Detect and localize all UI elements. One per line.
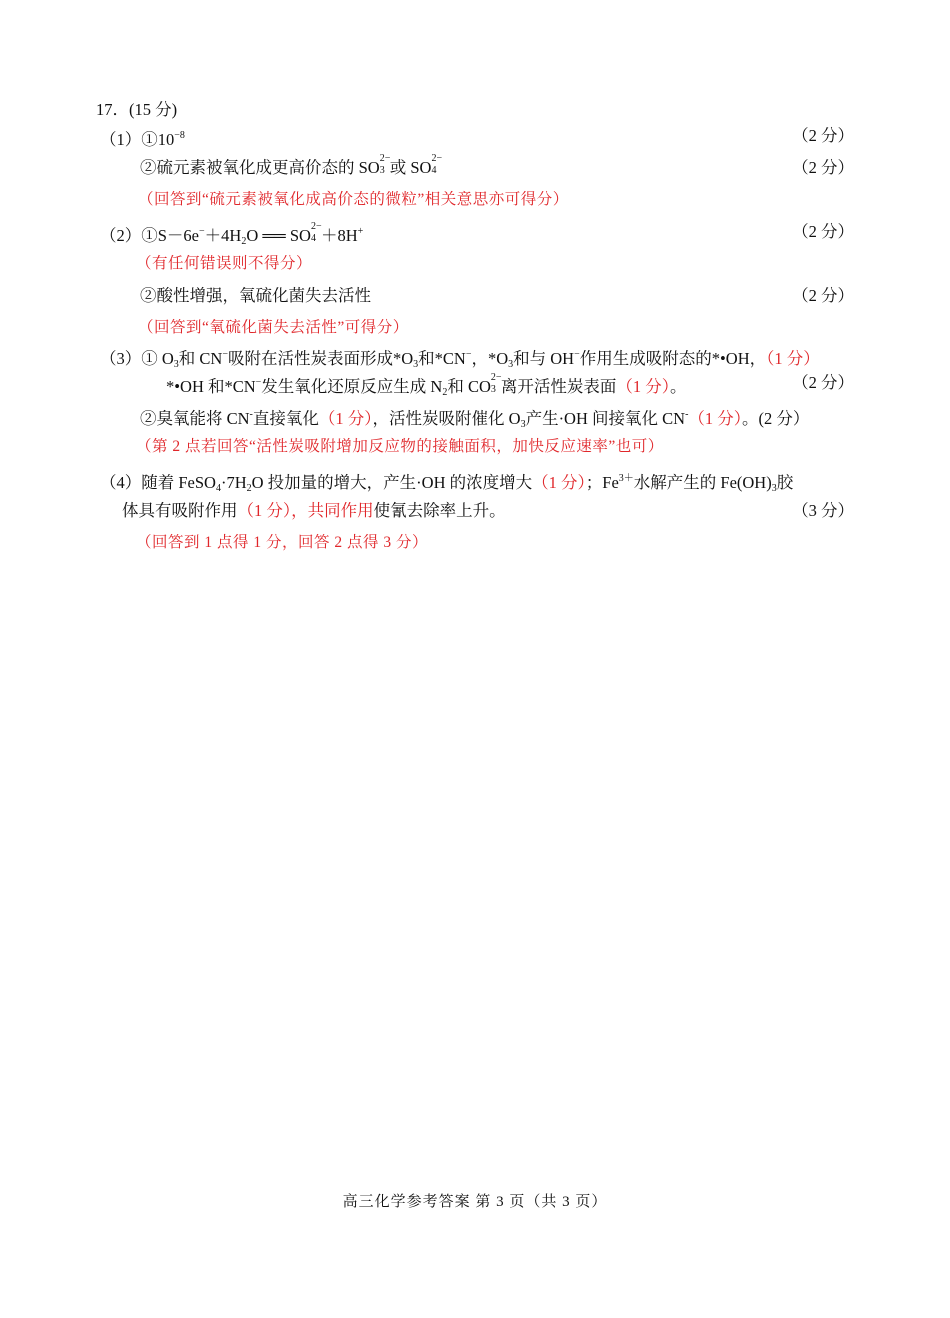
part4-line1: （4）随着 $FeSO_4\cdot 7H_2O$ 投加量的增大，产生·OH 的浓度增大（1 分）；$Fe^{3+}$水解产生的 $Fe(OH)_3$胶 (100, 473, 794, 494)
part1-line2: ②硫元素被氧化成更高价态的 SO 2− 3 或 SO 2− 4 (140, 153, 443, 177)
part4-line2: 体具有吸附作用（1 分），共同作用使氰去除率上升。 (122, 501, 506, 520)
part2-score2: （2 分） (792, 286, 854, 305)
part2-line1: $(2)①S-6e^-+4H_2O$ ══ SO 2− 4 ＋8H+ (100, 221, 364, 247)
part1-score2: （2 分） (792, 158, 854, 177)
part2-note1: （有任何错误则不得分） (136, 255, 313, 272)
part3-line2: *•OH 和*CN−发生氧化还原反应生成 $N_2$和 CO 2− 3 离开活性炭表面（1 分）。 (166, 372, 687, 398)
part4-score: （3 分） (792, 501, 854, 520)
part3-score1: （2 分） (792, 373, 854, 392)
part1-line1: $(1)①10^{-8}$ (100, 130, 185, 149)
part1-note: （回答到“硫元素被氧化成高价态的微粒”相关意思亦可得分） (138, 191, 569, 208)
part2-line2: ②酸性增强，氧硫化菌失去活性 (140, 286, 371, 305)
question-title: 17．(15 分) (96, 100, 178, 119)
part3-line1: （3）① $O_3$和 CN−吸附在活性炭表面形成$*O_3$和*CN−，$*O_3$和与 OH−作用生成吸附态的*•OH，（1 分） (100, 349, 820, 370)
part1-score1: （2 分） (792, 126, 854, 145)
part4-note: （回答到 1 点得 1 分，回答 2 点得 3 分） (136, 534, 429, 551)
part3-line3: ②臭氧能将 CN-直接氧化（1 分），活性炭吸附催化 $O_3$产生·OH 间接氧化 CN-（1 分）。(2 分） (140, 409, 810, 430)
part2-score1: （2 分） (792, 222, 854, 241)
page-footer: 高三化学参考答案 第 3 页（共 3 页） (342, 1194, 608, 1210)
part2-note2: （回答到“氧硫化菌失去活性”可得分） (138, 319, 409, 336)
part3-note: （第 2 点若回答“活性炭吸附增加反应物的接触面积，加快反应速率”也可） (136, 438, 664, 455)
